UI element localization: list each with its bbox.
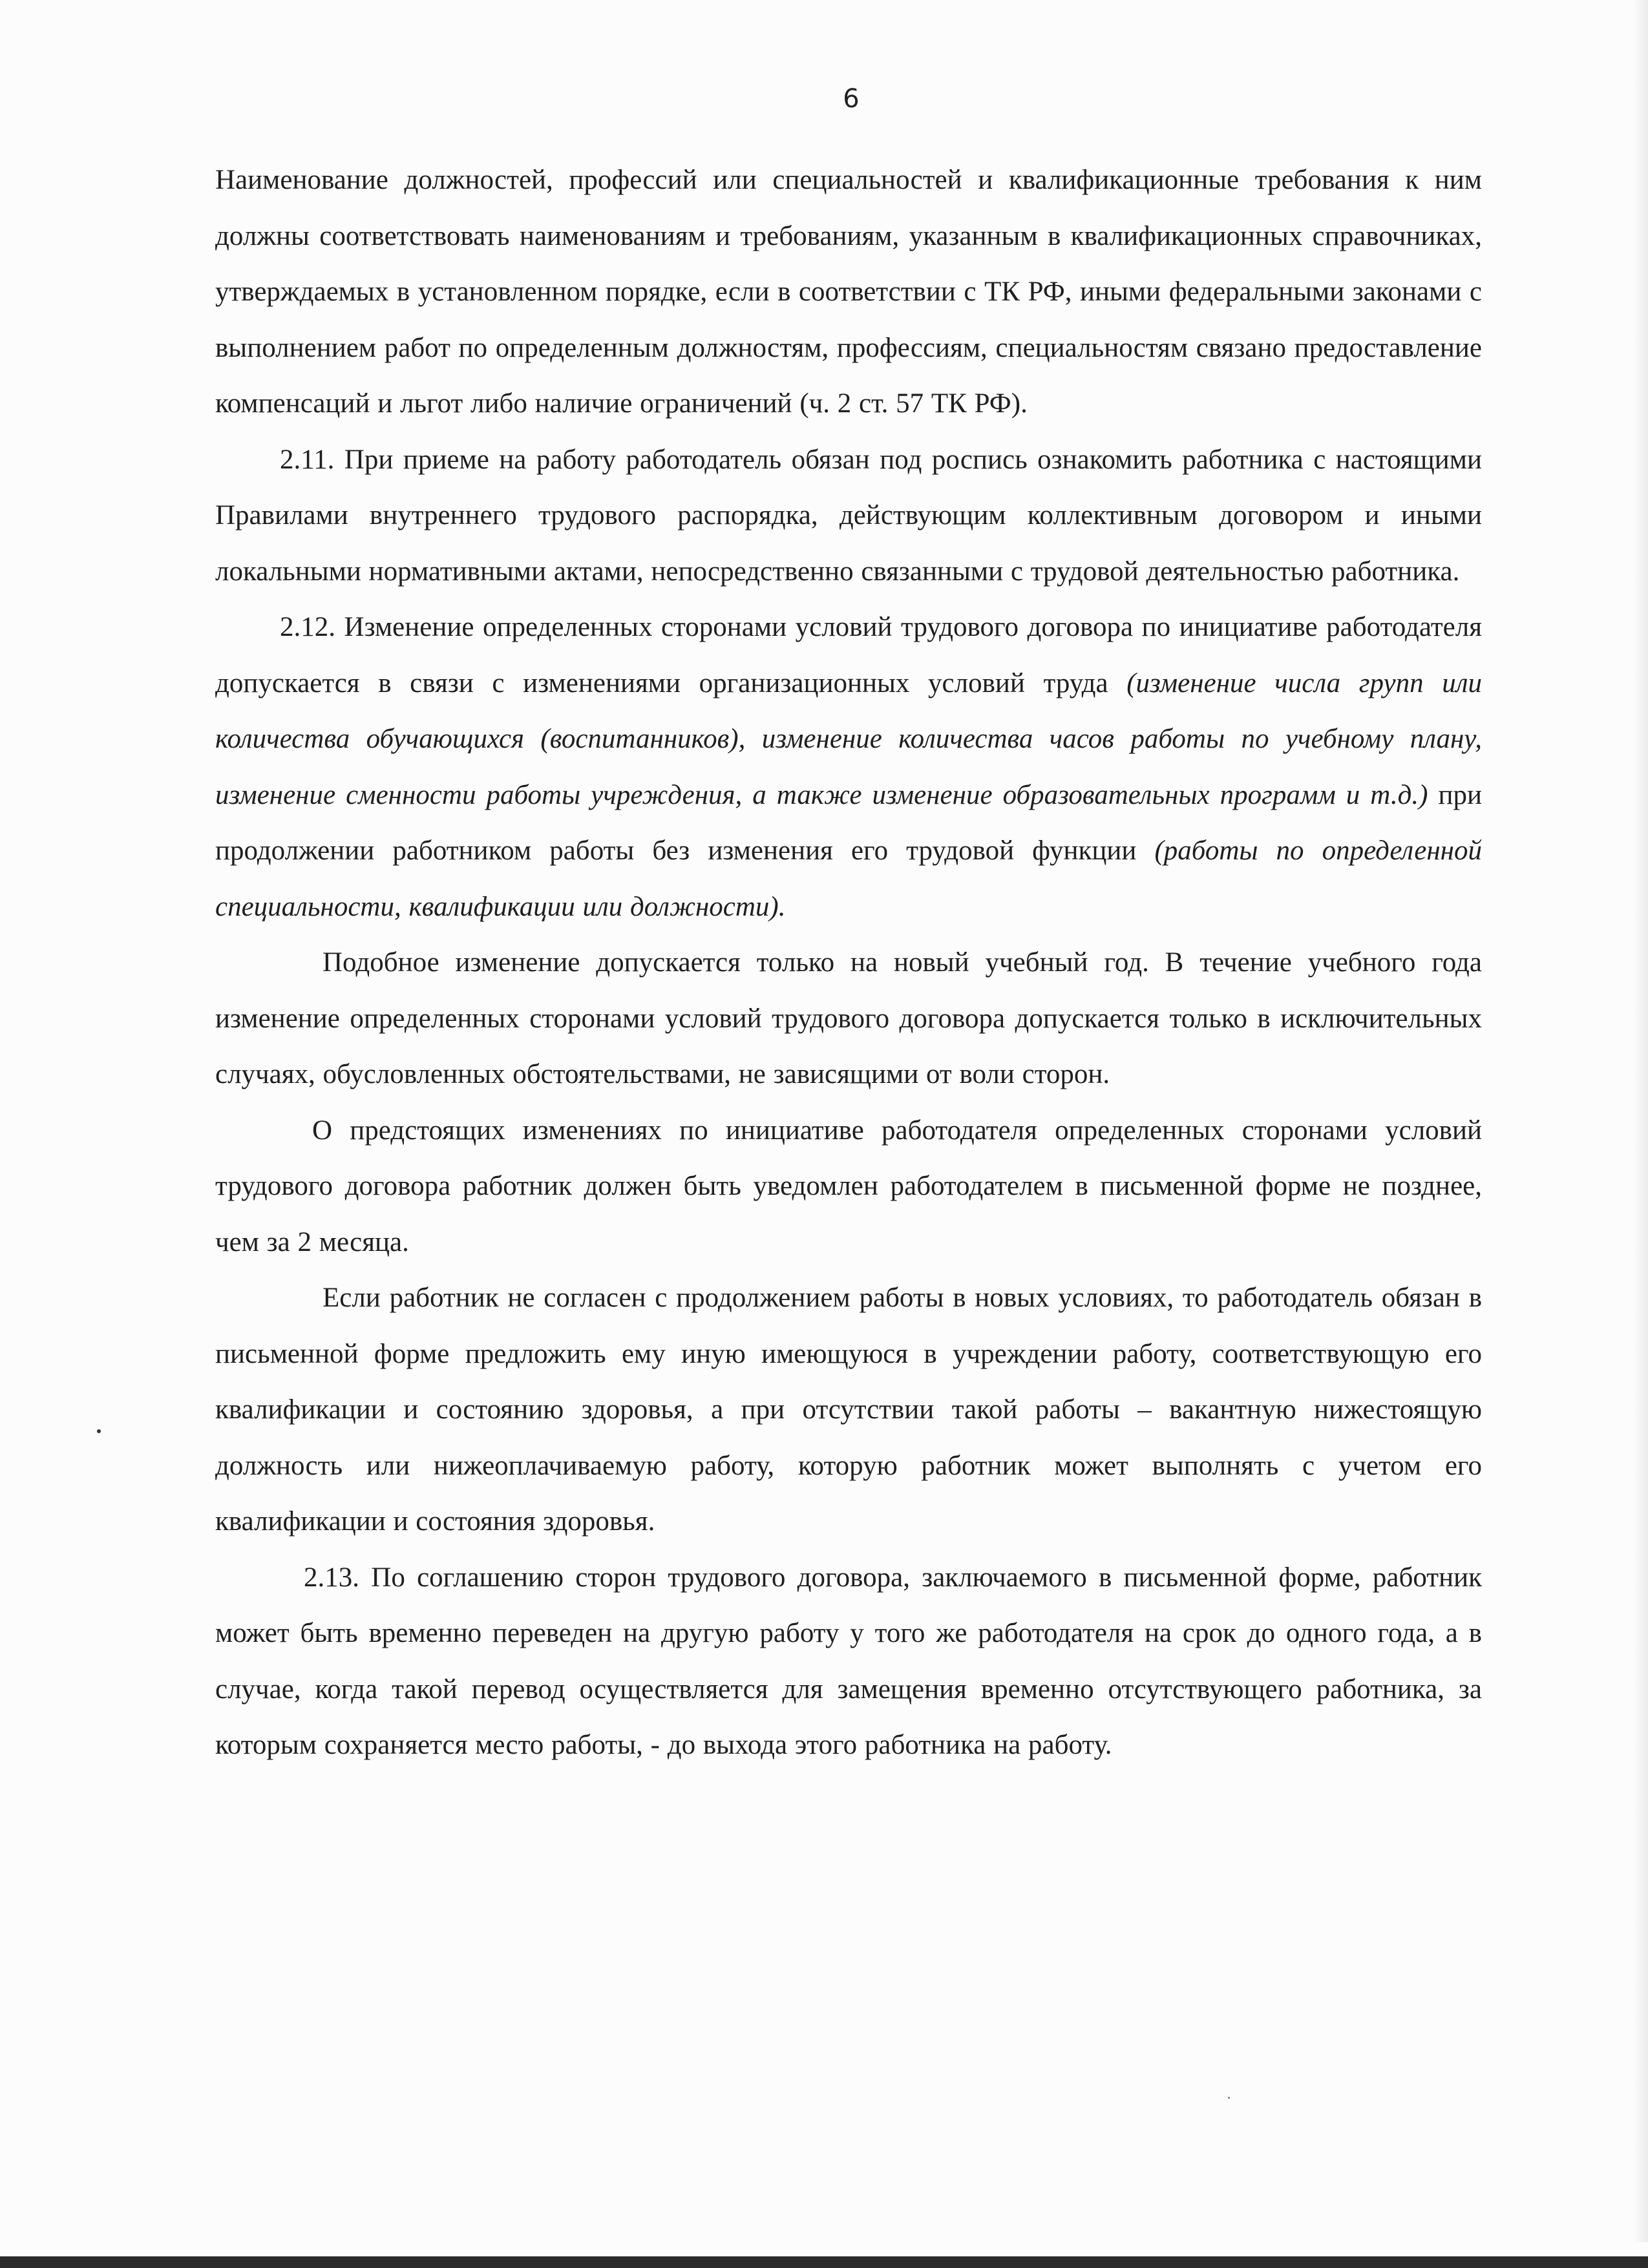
paragraph-text: 2.12. Изменение определенных сторонами условий трудового договора по инициативе работодателя допускается в связи с изменениями организационных условий труда [215,612,1482,698]
paragraph-2-12 [215,600,1482,935]
page-number: 6 [843,84,860,114]
paragraph-notice [215,1103,1482,1271]
paragraph-text: Если работник не согласен с продолжением работы в новых условиях, то работодатель обязан в письменной форме предложить ему иную имеющуюся в учреждении работу, соответствующую его квалификации и состоянию здоровья, а при отсутствии такой работы – вакантную нижестоящую должность или нижеоплачиваемую работу, которую работник может выполнять с учетом его квалификации и состояния здоровья. [215,1283,1482,1537]
paragraph-text: Подобное изменение допускается только на новый учебный год. В течение учебного года изменение определенных сторонами условий трудового договора допускается только в исключительных случаях, обусловленных обстоятельствами, не зависящими от воли сторон. [215,947,1482,1089]
paragraph-text: 2.11. При приеме на работу работодатель обязан под роспись ознакомить работника с настоящими Правилами внутреннего трудового распорядка, действующим коллективным договором и иными локальными нормативными актами, непосредственно связанными с трудовой деятельностью работника. [215,444,1482,587]
paragraph-text: 2.13. По соглашению сторон трудового договора, заключаемого в письменной форме, работник может быть временно переведен на другую работу у того же работодателя на срок до одного года, а в случае, когда такой перевод осуществляется для замещения временно отсутствующего работника, за которым сохраняется место работы, - до выхода этого работника на работу. [215,1562,1482,1760]
paragraph-text: О предстоящих изменениях по инициативе работодателя определенных сторонами условий трудового договора работник должен быть уведомлен работодателем в письменной форме не позднее, чем за 2 месяца. [215,1115,1482,1257]
paragraph-2-11 [215,432,1482,600]
scan-speck [97,1429,101,1433]
paragraph-italic-text: (изменение числа групп или количества обучающихся (воспитанников), изменение количества часов работы по учебному плану, изменение сменности работы учреждения, а также изменение образовательных программ и т.д.) [215,667,1482,810]
paragraph-position-names [215,152,1482,432]
paragraph-italic-text: (работы по определенной специальности, квалификации или должности). [215,835,1482,922]
scan-speck [1228,2097,1230,2099]
paragraph-disagree [215,1270,1482,1550]
scan-bottom-edge [0,2256,1648,2268]
paragraph-text: Наименование должностей, профессий или специальностей и квалификационные требования к ним должны соответствовать наименованиям и требованиям, указанным в квалификационных справочниках, утверждаемых в установленном порядке, если в соответствии с ТК РФ, иными федеральными законами с выполнением работ по определенным должностям, профессиям, специальностям связано предоставление компенсаций и льгот либо наличие ограничений (ч. 2 ст. 57 ТК РФ). [215,165,1482,419]
paragraph-text: при продолжении работником работы без изменения его трудовой функции [215,779,1482,866]
paragraph-2-13 [215,1550,1482,1774]
paragraph-similar-change [215,935,1482,1103]
document-body [215,152,1482,1774]
